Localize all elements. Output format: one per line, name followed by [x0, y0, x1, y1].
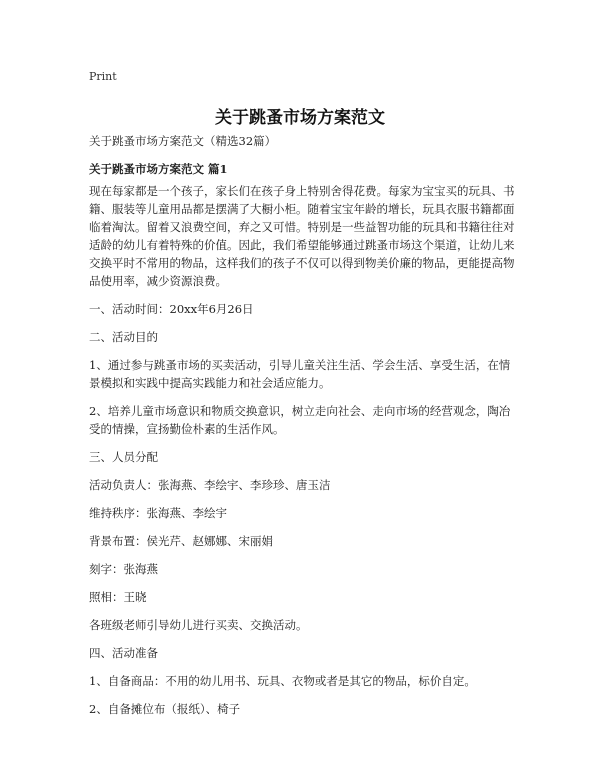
paragraph: 各班级老师引导幼儿进行买卖、交换活动。	[89, 618, 308, 632]
paragraph: 三、人员分配	[89, 450, 158, 464]
paragraph: 1、自备商品：不用的幼儿用书、玩具、衣物或者是其它的物品，标价自定。	[89, 674, 476, 688]
paragraph: 照相：王晓	[89, 590, 147, 604]
paragraph: 2、培养儿童市场意识和物质交换意识，树立走向社会、走向市场的经营观念，陶冶受的情操，宣扬勤俭朴素的生活作风。	[89, 404, 511, 436]
print-link[interactable]: Print	[89, 70, 117, 83]
document-body	[89, 132, 517, 718]
paragraph: 1、通过参与跳蚤市场的买卖活动，引导儿童关注生活、学会生活、享受生活，在情景模拟和实践中提高实践能力和社会适应能力。	[89, 358, 511, 390]
paragraph: 一、活动时间：20xx年6月26日	[89, 302, 254, 316]
document-subtitle: 关于跳蚤市场方案范文（精选32篇）	[89, 134, 277, 148]
paragraph: 四、活动准备	[89, 646, 158, 660]
page-title: 关于跳蚤市场方案范文	[215, 108, 385, 128]
paragraph: 背景布置：侯光芹、赵娜娜、宋丽娟	[89, 534, 273, 548]
paragraph: 维持秩序：张海燕、李绘宇	[89, 506, 227, 520]
paragraph: 活动负责人：张海燕、李绘宇、李珍珍、唐玉洁	[89, 478, 331, 492]
paragraph: 2、自备摊位布（报纸）、椅子	[89, 702, 241, 716]
paragraph: 现在每家都是一个孩子，家长们在孩子身上特别舍得花费。每家为宝宝买的玩具、书籍、服装等儿童用品都是摆满了大橱小柜。随着宝宝年龄的增长，玩具衣服书籍都面临着淘汰。留着又浪费空间，弃之又可惜。特别是一些益智功能的玩具和书籍往往对适龄的幼儿有着特殊的价值。因此，我们希望能够通过跳蚤市场这个渠道，让幼儿来交换平时不常用的物品，这样我们的孩子不仅可以得到物美价廉的物品，更能提高物品使用率，减少资源浪费。	[89, 184, 515, 288]
paragraph: 刻字：张海燕	[89, 562, 158, 576]
section-title: 关于跳蚤市场方案范文 篇1	[89, 162, 228, 176]
paragraph: 二、活动目的	[89, 330, 158, 344]
